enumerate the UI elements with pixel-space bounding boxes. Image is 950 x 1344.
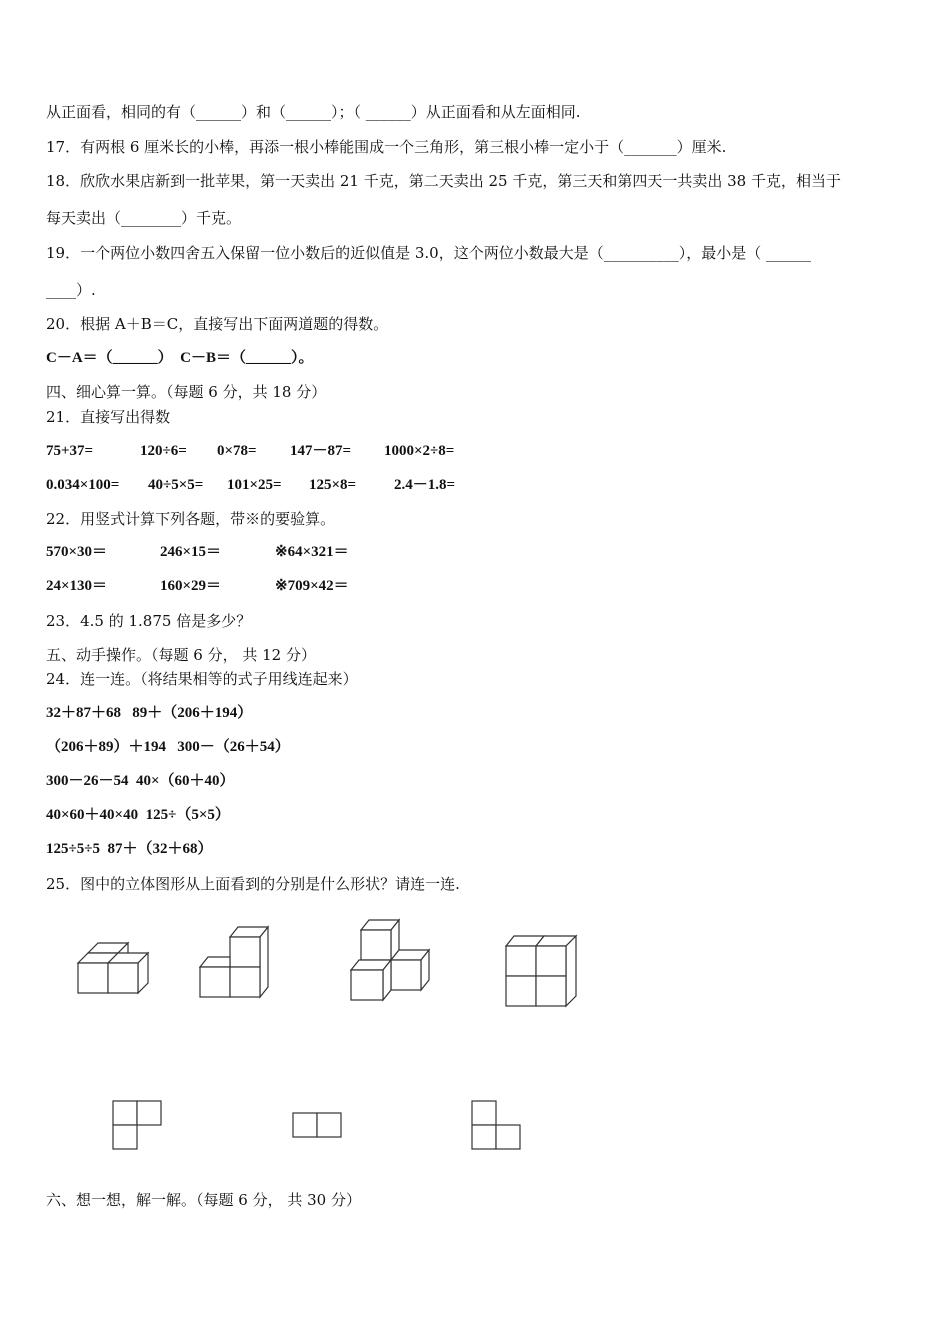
q24-row: 125÷5÷5 87＋（32＋68）	[46, 841, 213, 857]
q24-row: 300－26－54 40×（60＋40）	[46, 773, 235, 789]
q21-item: 1000×2÷8=	[384, 443, 455, 459]
section-6-heading: 六、想一想，解一解。（每题 6 分， 共 30 分）	[46, 1191, 361, 1209]
top-view-3	[469, 1098, 525, 1154]
q22-item: ※709×42＝	[275, 578, 349, 594]
question-19-line1: 19．一个两位小数四舍五入保留一位小数后的近似值是 3.0，这个两位小数最大是（__________），最小是（ ______	[46, 244, 811, 262]
q22-item: 160×29＝	[160, 578, 222, 594]
question-19-line2: ____）.	[46, 281, 96, 299]
q21-item: 101×25=	[227, 477, 282, 493]
section-4-heading: 四、细心算一算。（每题 6 分，共 18 分）	[46, 383, 327, 401]
q24-row: 40×60＋40×40 125÷（5×5）	[46, 807, 230, 823]
section-5-heading: 五、动手操作。（每题 6 分， 共 12 分）	[46, 646, 316, 664]
question-17: 17．有两根 6 厘米长的小棒，再添一根小棒能围成一个三角形，第三根小棒一定小于（_______）厘米.	[46, 138, 727, 156]
question-21: 21．直接写出得数	[46, 408, 171, 426]
question-20-answers: C－A＝（______） C－B＝（______）。	[46, 350, 314, 366]
question-24: 24．连一连。（将结果相等的式子用线连起来）	[46, 670, 358, 688]
top-view-2	[290, 1110, 346, 1140]
q24-row: （206＋89）＋194 300－（26＋54）	[46, 739, 290, 755]
q24-row: 32＋87＋68 89＋（206＋194）	[46, 705, 253, 721]
q21-item: 2.4－1.8=	[394, 477, 456, 493]
solid-figure-3	[345, 915, 440, 1005]
q22-item: ※64×321＝	[275, 544, 349, 560]
q22-item: 24×130＝	[46, 578, 108, 594]
question-25: 25．图中的立体图形从上面看到的分别是什么形状？请连一连.	[46, 875, 460, 893]
question-22: 22．用竖式计算下列各题，带※的要验算。	[46, 510, 336, 528]
question-18-line2: 每天卖出（________）千克。	[46, 209, 242, 227]
top-view-1	[110, 1098, 166, 1154]
q21-item: 40÷5×5=	[148, 477, 204, 493]
q22-item: 570×30＝	[46, 544, 108, 560]
question-20: 20．根据 A＋B＝C，直接写出下面两道题的得数。	[46, 315, 389, 333]
solid-figure-4	[500, 930, 585, 1010]
q21-item: 125×8=	[309, 477, 357, 493]
q21-item: 0.034×100=	[46, 477, 120, 493]
q21-item: 75+37=	[46, 443, 94, 459]
question-18-line1: 18．欣欣水果店新到一批苹果，第一天卖出 21 千克，第二天卖出 25 千克，第三天和第四天一共卖出 38 千克，相当于	[46, 172, 841, 190]
q16-continuation: 从正面看，相同的有（______）和（______）；（ ______）从正面看和从左面相同.	[46, 103, 581, 121]
q21-item: 0×78=	[217, 443, 257, 459]
solid-figure-1	[70, 935, 155, 1000]
q21-item: 147－87=	[290, 443, 352, 459]
solid-figure-2	[192, 920, 277, 1000]
q22-item: 246×15＝	[160, 544, 222, 560]
q21-item: 120÷6=	[140, 443, 187, 459]
question-23: 23．4.5 的 1.875 倍是多少？	[46, 612, 252, 630]
